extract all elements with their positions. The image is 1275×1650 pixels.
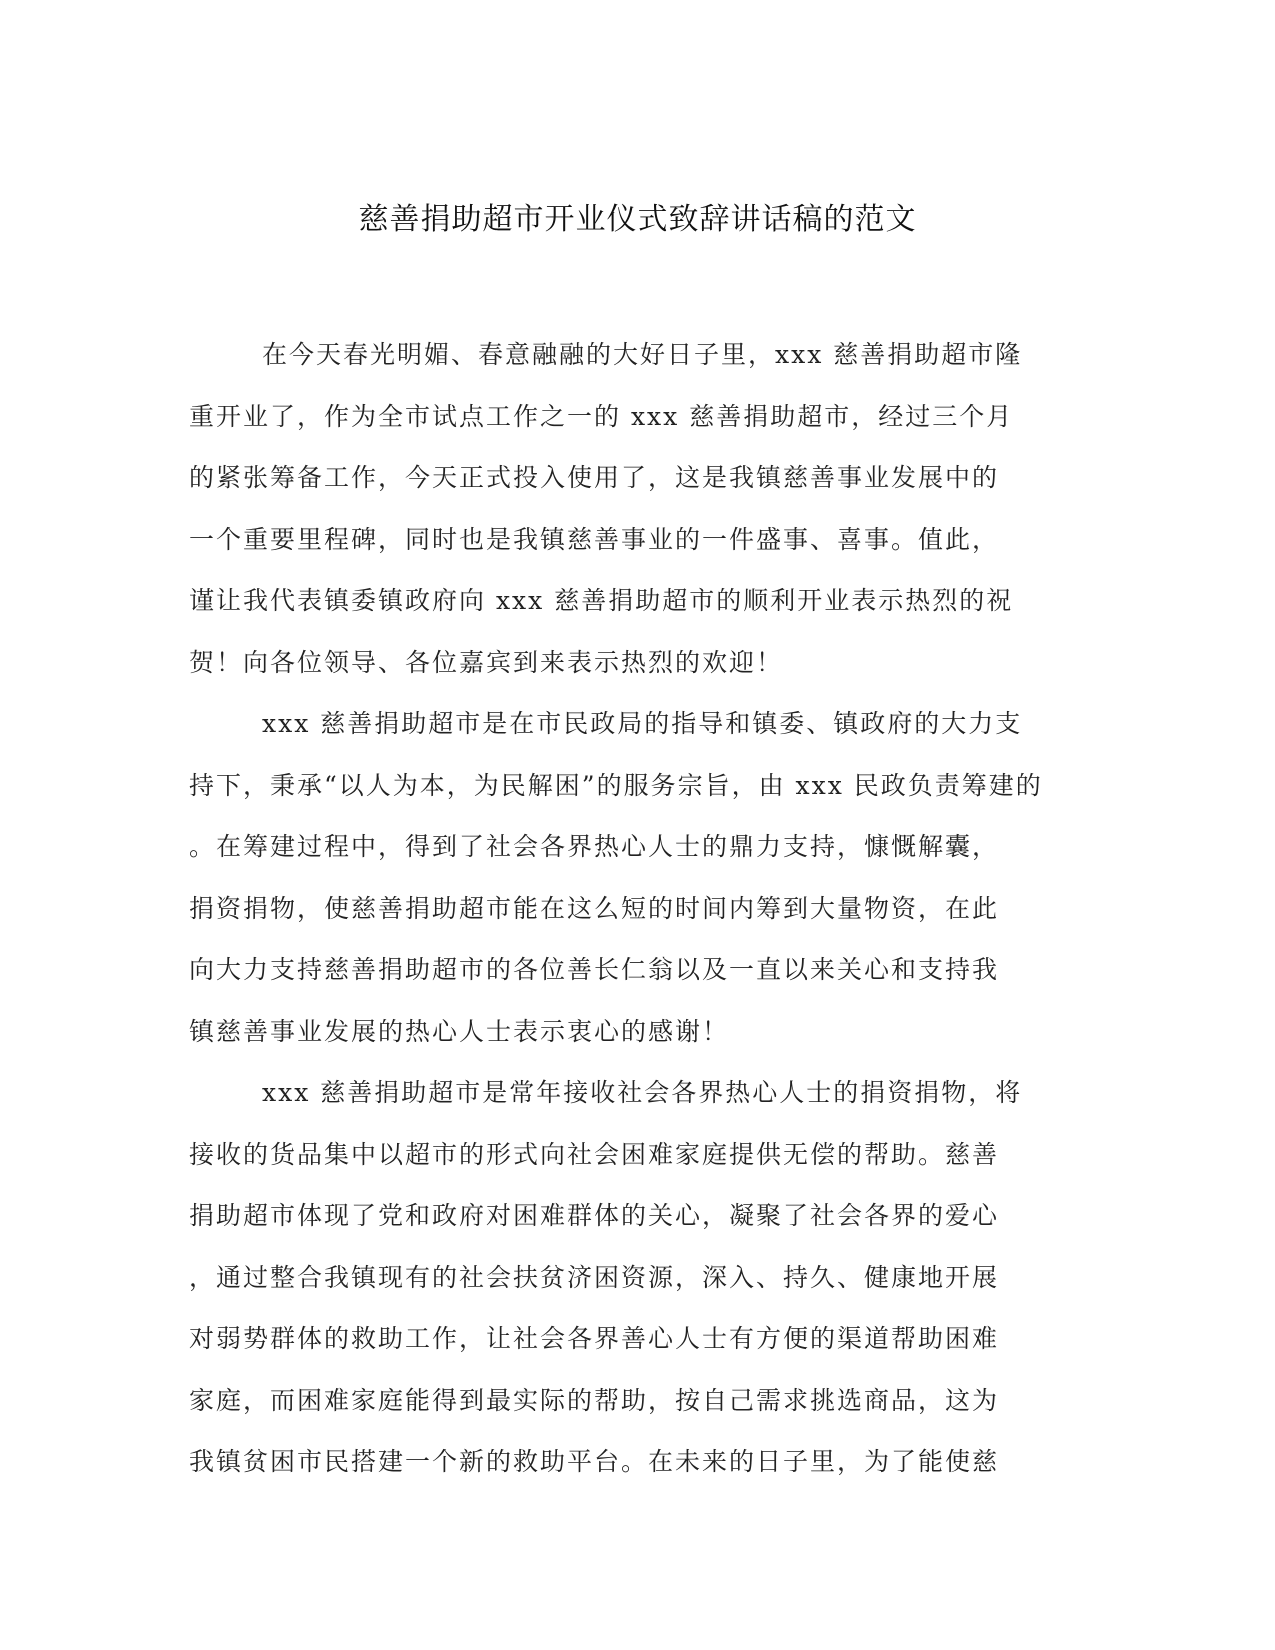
paragraph-line: 向大力支持慈善捐助超市的各位善长仁翁以及一直以来关心和支持我 xyxy=(189,955,1000,984)
paragraph-line: xxx 慈善捐助超市是常年接收社会各界热心人士的捐资捐物，将 xyxy=(262,1078,1023,1107)
paragraph-line: 的紧张筹备工作，今天正式投入使用了，这是我镇慈善事业发展中的 xyxy=(189,463,1000,492)
paragraph-line: 谨让我代表镇委镇政府向 xxx 慈善捐助超市的顺利开业表示热烈的祝 xyxy=(189,586,1014,615)
paragraph-2 xyxy=(189,693,1089,1062)
paragraph-line: 捐资捐物，使慈善捐助超市能在这么短的时间内筹到大量物资，在此 xyxy=(189,893,1000,923)
paragraph-line: ，通过整合我镇现有的社会扶贫济困资源，深入、持久、健康地开展 xyxy=(189,1262,1000,1292)
paragraph-line: 一个重要里程碑，同时也是我镇慈善事业的一件盛事、喜事。值此， xyxy=(189,524,1000,554)
paragraph-line: 捐助超市体现了党和政府对困难群体的关心，凝聚了社会各界的爱心 xyxy=(189,1201,1000,1230)
paragraph-3 xyxy=(189,1062,1089,1493)
document-title: 慈善捐助超市开业仪式致辞讲话稿的范文 xyxy=(358,202,917,237)
paragraph-line: 对弱势群体的救助工作，让社会各界善心人士有方便的渠道帮助困难 xyxy=(189,1324,1000,1353)
document-body xyxy=(189,324,1089,1493)
paragraph-line: 持下，秉承“以人为本，为民解困”的服务宗旨，由 xxx 民政负责筹建的 xyxy=(189,770,1043,800)
paragraph-line: 在今天春光明媚、春意融融的大好日子里，xxx 慈善捐助超市隆 xyxy=(262,340,1023,369)
paragraph-line: 。在筹建过程中，得到了社会各界热心人士的鼎力支持，慷慨解囊， xyxy=(189,832,1000,861)
paragraph-line: 镇慈善事业发展的热心人士表示衷心的感谢！ xyxy=(189,1016,730,1046)
paragraph-line: 贺！向各位领导、各位嘉宾到来表示热烈的欢迎！ xyxy=(189,647,784,677)
paragraph-line: xxx 慈善捐助超市是在市民政局的指导和镇委、镇政府的大力支 xyxy=(262,709,1023,738)
paragraph-line: 接收的货品集中以超市的形式向社会困难家庭提供无偿的帮助。慈善 xyxy=(189,1139,1000,1169)
paragraph-line: 家庭，而困难家庭能得到最实际的帮助，按自己需求挑选商品，这为 xyxy=(189,1385,1000,1415)
paragraph-line: 我镇贫困市民搭建一个新的救助平台。在未来的日子里，为了能使慈 xyxy=(189,1447,1000,1476)
paragraph-1 xyxy=(189,324,1089,693)
paragraph-line: 重开业了，作为全市试点工作之一的 xxx 慈善捐助超市，经过三个月 xyxy=(189,401,1014,431)
